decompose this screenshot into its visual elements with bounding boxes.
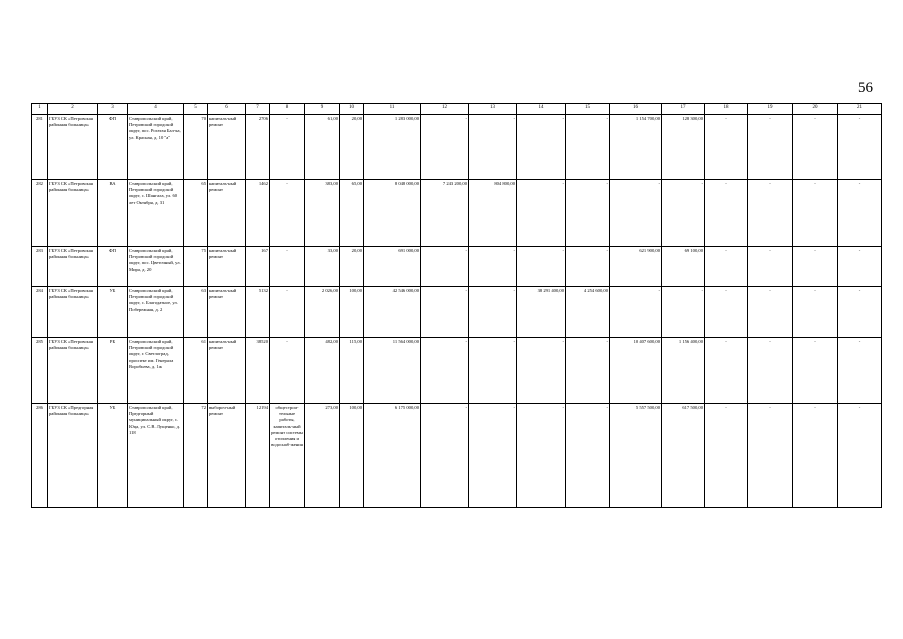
table-cell: - [517,247,566,287]
table-cell: - [270,338,305,404]
table-cell: - [748,287,793,338]
column-header: 17 [662,104,705,115]
table-cell: 42 546 000,00 [364,287,421,338]
table-cell: - [793,115,838,180]
column-header: 10 [340,104,364,115]
table-cell: Ставропольский край, Петровский городской округ, с. Шангала, ул. 60 лет Октября, д. 31 [128,180,184,247]
table-cell: - [748,247,793,287]
table-cell: - [566,247,610,287]
table-cell: 7 243 200,00 [421,180,469,247]
table-cell: капиталь-ный ремонт [208,115,246,180]
column-header: 2 [48,104,98,115]
table-cell: 282 [32,180,48,247]
table-cell: ГБУЗ СК «Петровская районная больница» [48,247,98,287]
table-cell: 6 175 000,00 [364,404,421,508]
table-cell: капиталь-ный ремонт [208,287,246,338]
column-header: 19 [748,104,793,115]
column-header: 18 [705,104,748,115]
table-cell: - [566,404,610,508]
table-cell: - [793,247,838,287]
table-cell: 5132 [246,287,270,338]
table-cell: 100,00 [340,287,364,338]
table-cell: капиталь-ный ремонт [208,338,246,404]
table-cell: - [705,287,748,338]
table-cell: ВА [98,180,128,247]
table-cell: - [705,404,748,508]
table-cell: - [270,287,305,338]
table-cell: 61 [184,338,208,404]
table-row [32,115,882,180]
table-cell: - [421,115,469,180]
table-cell: 621 900,00 [610,247,662,287]
table-cell: 286 [32,404,48,508]
table-cell: 12194 [246,404,270,508]
table-cell: - [517,338,566,404]
column-header: 3 [98,104,128,115]
table-cell: - [793,404,838,508]
table-row [32,287,882,338]
table-cell: 20,00 [340,247,364,287]
table-cell: - [517,115,566,180]
table-cell: 2 026,00 [305,287,340,338]
table-cell: общестрои-тельные работы, капиталь-ный ремонт системы отопления и водоснаб-жения [270,404,305,508]
column-header: 16 [610,104,662,115]
table-row [32,338,882,404]
table-cell: - [610,180,662,247]
column-header: 8 [270,104,305,115]
table-cell: ГБУЗ СК «Петровская районная больница» [48,338,98,404]
table-cell: капиталь-ный ремонт [208,247,246,287]
table-cell: - [469,115,517,180]
column-header: 21 [838,104,882,115]
table-cell: 167 [246,247,270,287]
column-header: 15 [566,104,610,115]
table-cell: 20,00 [340,115,364,180]
table-cell: - [793,180,838,247]
table-cell: ФП [98,247,128,287]
table-cell: ФП [98,115,128,180]
table-cell: - [705,180,748,247]
table-cell: 1 154 700,00 [610,115,662,180]
table-cell: - [705,115,748,180]
table-cell: - [748,338,793,404]
column-header: 20 [793,104,838,115]
table-cell: 482,00 [305,338,340,404]
table-cell: - [270,247,305,287]
table-cell: 273,00 [305,404,340,508]
table-cell: капиталь-ный ремонт [208,180,246,247]
table-cell: 8 048 000,00 [364,180,421,247]
table-row [32,180,882,247]
table-cell: 65,00 [340,180,364,247]
table-cell: 75 [184,247,208,287]
header-row [32,104,882,115]
table-cell: ГБУЗ СК «Предгорная районная больница» [48,404,98,508]
table-cell: - [270,180,305,247]
table-cell: 72 [184,404,208,508]
table-cell: УБ [98,287,128,338]
table-cell: - [748,404,793,508]
table-cell: 10 407 600,00 [610,338,662,404]
table-cell: ГБУЗ СК «Петровская районная больница» [48,287,98,338]
column-header: 14 [517,104,566,115]
table-cell: - [838,115,882,180]
table-cell: - [517,180,566,247]
table-cell: 1 156 400,00 [662,338,705,404]
table-cell: Ставропольский край, Петровский городской округ, пос. Рогатая Бал-ка, ул. Красная, д. 10 "а" [128,115,184,180]
table-cell: - [662,180,705,247]
table-cell: Ставропольский край, Петровский городской округ, г. Светлоград, проспект им. Генерала Воробьева, д. 1ж [128,338,184,404]
table-cell: 2706 [246,115,270,180]
table-cell: - [421,404,469,508]
table-cell: выбороч-ный ремонт [208,404,246,508]
table-cell: - [838,338,882,404]
table-cell: - [610,287,662,338]
table-cell: - [566,180,610,247]
table-cell: 63 [184,287,208,338]
table-cell: 691 000,00 [364,247,421,287]
column-header: 12 [421,104,469,115]
column-header: 9 [305,104,340,115]
table-cell: - [838,404,882,508]
column-header: 1 [32,104,48,115]
column-header: 6 [208,104,246,115]
table-cell: - [421,247,469,287]
table-row [32,247,882,287]
table-cell: 281 [32,115,48,180]
column-header: 5 [184,104,208,115]
table-cell: - [469,404,517,508]
column-header: 13 [469,104,517,115]
table-cell: - [705,247,748,287]
page-number: 56 [858,80,873,96]
column-header: 11 [364,104,421,115]
table-cell: - [469,287,517,338]
table-cell: 61,00 [305,115,340,180]
table-cell: - [469,247,517,287]
table-cell: - [421,287,469,338]
table-cell: 69 100,00 [662,247,705,287]
table-cell: 383,00 [305,180,340,247]
table-cell: - [748,115,793,180]
table-cell: - [662,287,705,338]
table-cell: 115,00 [340,338,364,404]
table-cell: 4 254 600,00 [566,287,610,338]
column-header: 4 [128,104,184,115]
table-cell: Ставропольский край, Петровский городской округ, с. Благодатное, ул. Побережная, д. 2 [128,287,184,338]
table-cell: ГБУЗ СК «Петровская районная больница» [48,115,98,180]
table-cell: - [705,338,748,404]
table-cell: 5 557 500,00 [610,404,662,508]
table-cell: - [517,404,566,508]
table-cell: - [566,115,610,180]
table-cell: РБ [98,338,128,404]
table-cell: 11 564 000,00 [364,338,421,404]
table-cell: - [838,287,882,338]
table-cell: Ставропольский край, Предгорный муниципальный округ, с. Юца, ул. С.В. Лущенко, д. 118 [128,404,184,508]
table-cell: - [748,180,793,247]
table-cell: - [793,287,838,338]
table-cell: 65 [184,180,208,247]
table-cell: - [270,115,305,180]
table-cell: - [469,338,517,404]
table-cell: 1462 [246,180,270,247]
table-cell: УБ [98,404,128,508]
table-cell: 285 [32,338,48,404]
table-cell: 1 283 000,00 [364,115,421,180]
table-cell: 283 [32,247,48,287]
table-row [32,404,882,508]
table-cell: 33,00 [305,247,340,287]
table-cell: 128 300,00 [662,115,705,180]
table-cell: - [793,338,838,404]
table-cell: - [838,180,882,247]
column-header: 7 [246,104,270,115]
table-cell: ГБУЗ СК «Петровская районная больница» [48,180,98,247]
table-cell: 38520 [246,338,270,404]
table-cell: 100,00 [340,404,364,508]
table-cell: 617 500,00 [662,404,705,508]
table-cell: 38 291 400,00 [517,287,566,338]
table-cell: - [566,338,610,404]
table-cell: - [838,247,882,287]
table-cell: 284 [32,287,48,338]
table-cell: Ставропольский край, Петровский городской округ, пос. Цветочный, ул. Мира, д. 20 [128,247,184,287]
table-cell: 70 [184,115,208,180]
table-cell: - [421,338,469,404]
table-cell: 804 800,00 [469,180,517,247]
data-table [31,103,882,508]
